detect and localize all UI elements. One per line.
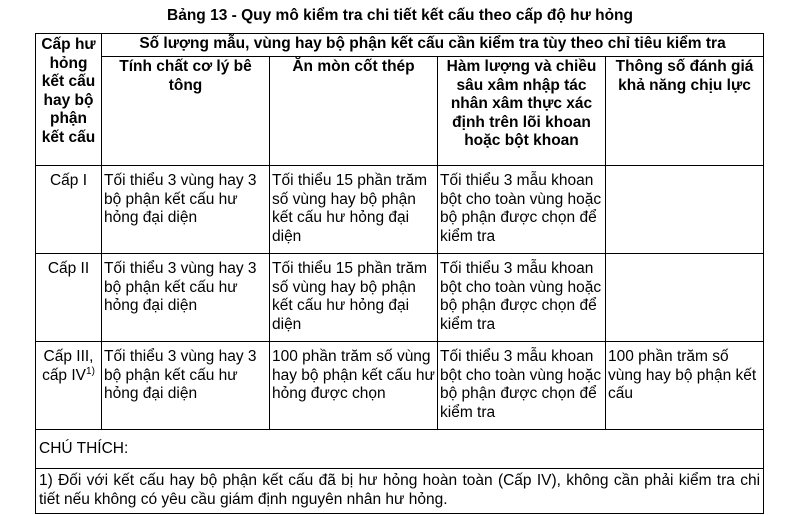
header-damage-level: Cấp hư hỏng kết cấu hay bộ phận kết cấu	[36, 34, 102, 166]
row-level: Cấp II	[36, 254, 102, 342]
table-cell: Tối thiểu 3 mẫu khoan bột cho toàn vùng hoặc bộ phận được chọn để kiểm tra	[438, 342, 606, 430]
table-row	[36, 342, 764, 430]
table-row	[36, 166, 764, 254]
table-cell	[606, 254, 764, 342]
note-text-row	[36, 469, 764, 514]
inspection-scope-table	[35, 33, 764, 514]
table-cell: Tối thiểu 15 phần trăm số vùng hay bộ phận kết cấu hư hỏng đại diện	[270, 166, 438, 254]
table-cell: 100 phần trăm số vùng hay bộ phận kết cấu hư hỏng được chọn	[270, 342, 438, 430]
footnote-marker: 1)	[86, 365, 95, 377]
table-cell: Tối thiểu 15 phần trăm số vùng hay bộ phận kết cấu hư hỏng đại diện	[270, 254, 438, 342]
header-sample-count: Số lượng mẫu, vùng hay bộ phận kết cấu cần kiểm tra tùy theo chỉ tiêu kiểm tra	[102, 34, 764, 57]
header-concrete-properties: Tính chất cơ lý bê tông	[102, 57, 270, 166]
note-title-row	[36, 430, 764, 469]
header-aggressive-agent: Hàm lượng và chiều sâu xâm nhập tác nhân xâm thực xác định trên lõi khoan hoặc bột khoan	[438, 57, 606, 166]
table-row	[36, 254, 764, 342]
table-cell: Tối thiểu 3 vùng hay 3 bộ phận kết cấu hư hỏng đại diện	[102, 166, 270, 254]
header-rebar-corrosion: Ăn mòn cốt thép	[270, 57, 438, 166]
table-cell: Tối thiểu 3 mẫu khoan bột cho toàn vùng hoặc bộ phận được chọn để kiểm tra	[438, 166, 606, 254]
note-text: 1) Đối với kết cấu hay bộ phận kết cấu đã bị hư hỏng hoàn toàn (Cấp IV), không cần phải kiểm tra chi tiết nếu không có yêu cầu giám định nguyên nhân hư hỏng.	[36, 469, 764, 514]
table-cell: Tối thiểu 3 vùng hay 3 bộ phận kết cấu hư hỏng đại diện	[102, 254, 270, 342]
table-cell	[606, 166, 764, 254]
table-cell: Tối thiểu 3 vùng hay 3 bộ phận kết cấu hư hỏng đại diện	[102, 342, 270, 430]
table-cell: 100 phần trăm số vùng hay bộ phận kết cấu	[606, 342, 764, 430]
note-title: CHÚ THÍCH:	[36, 430, 764, 469]
row-level-text: Cấp III, cấp IV	[42, 348, 94, 384]
row-level	[36, 342, 102, 430]
table-title: Bảng 13 - Quy mô kiểm tra chi tiết kết cấu theo cấp độ hư hỏng	[167, 7, 633, 24]
table-cell: Tối thiểu 3 mẫu khoan bột cho toàn vùng hoặc bộ phận được chọn để kiểm tra	[438, 254, 606, 342]
header-load-capacity: Thông số đánh giá khả năng chịu lực	[606, 57, 764, 166]
row-level: Cấp I	[36, 166, 102, 254]
